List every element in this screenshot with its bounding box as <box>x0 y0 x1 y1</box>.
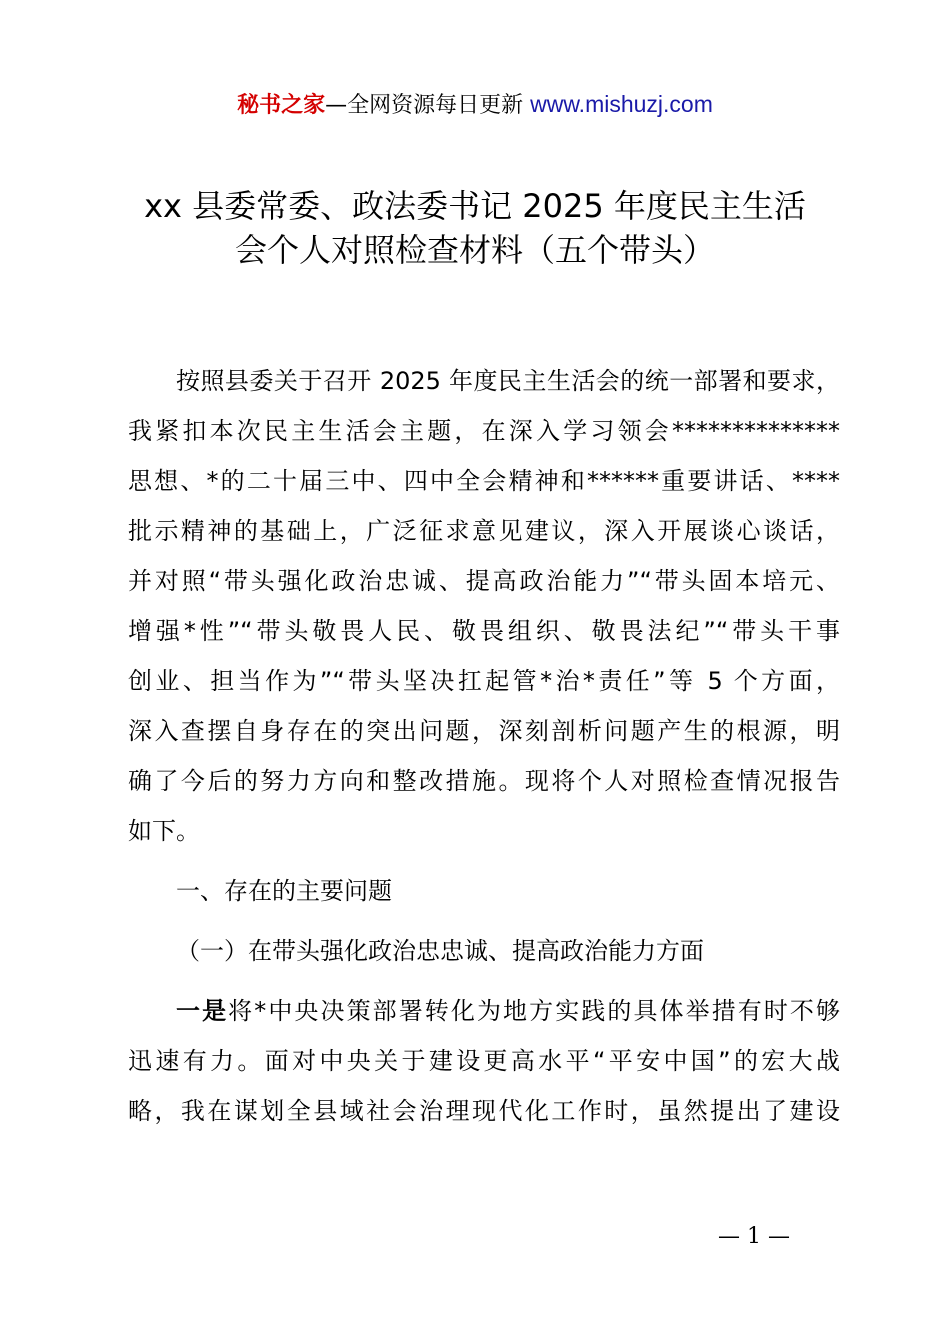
title-line-1: xx 县委常委、政法委书记 2025 年度民主生活 <box>144 187 806 225</box>
paragraph-line: 创业、担当作为”“带头坚决扛起管*治*责任”等 5 个方面， <box>128 667 840 695</box>
paragraph-line: 增强*性”“带头敬畏人民、敬畏组织、敬畏法纪”“带头干事 <box>128 617 840 645</box>
paragraph-line <box>128 986 840 1036</box>
subsection-heading: （一）在带头强化政治忠忠诚、提高政治能力方面 <box>176 937 704 965</box>
section-heading: 一、存在的主要问题 <box>176 877 392 905</box>
paragraph-line: 批示精神的基础上，广泛征求意见建议，深入开展谈心谈话， <box>128 517 840 545</box>
paragraph-line: 深入查摆自身存在的突出问题，深刻剖析问题产生的根源，明 <box>128 717 840 745</box>
point-one-paragraph <box>128 986 840 1136</box>
point-text: 将*中央决策部署转化为地方实践的具体举措有时不够 <box>228 997 841 1025</box>
paragraph-line: 略，我在谋划全县域社会治理现代化工作时，虽然提出了建设 <box>128 1097 840 1125</box>
paragraph-line: 我紧扣本次民主生活会主题，在深入学习领会************** <box>128 417 840 445</box>
title-line-2: 会个人对照检查材料（五个带头） <box>234 231 715 269</box>
site-url-link[interactable]: www.mishuzj.com <box>530 91 713 117</box>
paragraph-line: 思想、*的二十届三中、四中全会精神和******重要讲话、**** <box>128 467 840 495</box>
paragraph-line: 按照县委关于召开 2025 年度民主生活会的统一部署和要求， <box>176 367 840 395</box>
paragraph-line: 如下。 <box>128 817 200 845</box>
document-title <box>0 184 950 272</box>
intro-paragraph <box>128 356 840 856</box>
banner-tagline: —全网资源每日更新 <box>325 93 524 118</box>
paragraph-line: 确了今后的努力方向和整改措施。现将个人对照检查情况报告 <box>128 767 840 795</box>
site-banner <box>0 88 950 122</box>
document-body <box>128 356 840 1136</box>
page-number: — 1 — <box>718 1224 790 1249</box>
point-lead: 一是 <box>176 997 229 1025</box>
paragraph-line: 迅速有力。面对中央关于建设更高水平“平安中国”的宏大战 <box>128 1047 840 1075</box>
brand-name: 秘书之家 <box>237 93 326 118</box>
paragraph-line: 并对照“带头强化政治忠诚、提高政治能力”“带头固本培元、 <box>128 567 840 595</box>
